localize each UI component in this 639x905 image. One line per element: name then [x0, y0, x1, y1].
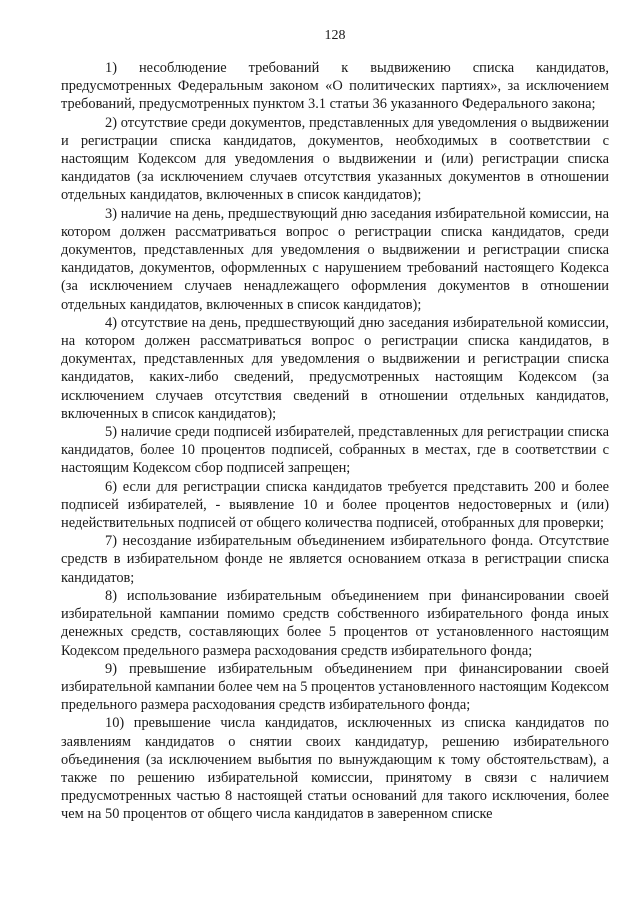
paragraph-item-5: 5) наличие среди подписей избирателей, представленных для регистрации списка кандидатов, более 10 процентов подписей, собранных в местах, где в соответствии с настоящим Кодексом сбор подписей запрещен;: [61, 424, 609, 477]
paragraph-item-6: 6) если для регистрации списка кандидатов требуется представить 200 и более подписей избирателей, - выявление 10 и более процентов недостоверных и (или) недействительных подписей от общего количества подписей, отобранных для проверки;: [61, 478, 609, 532]
page-number: 128: [324, 28, 346, 43]
paragraph-item-10: 10) превышение числа кандидатов, исключенных из списка кандидатов по заявлениям кандидатов о снятии своих кандидатур, решению избирательного объединения (за исключением выбытия по вынуждающим к тому обстоятельствам), а также по решению избирательной комиссии, принятому в связи с наличием предусмотренных частью 8 настоящей статьи оснований для такого исключения, более чем на 50 процентов от общего числа кандидатов в заверенном списке: [61, 715, 609, 823]
paragraph-item-2: 2) отсутствие среди документов, представленных для уведомления о выдвижении и регистрации списка кандидатов, документов, необходимых в соответствии с настоящим Кодексом для уведомления о выдвижении и (или) регистрации списка кандидатов (за исключением случаев отсутствия указанных документов в отношении отдельных кандидатов, включенных в список кандидатов);: [61, 114, 609, 204]
paragraph-item-9: 9) превышение избирательным объединением при финансировании своей избирательной кампании более чем на 5 процентов установленного настоящим Кодексом предельного размера расходования средств избирательного фонда;: [61, 660, 610, 714]
paragraph-item-4: 4) отсутствие на день, предшествующий дню заседания избирательной комиссии, на котором должен рассматриваться вопрос о регистрации списка кандидатов, в документах, представленных для уведомления о выдвижении и регистрации списка кандидатов, каких-либо сведений, предусмотренных настоящим Кодексом (за исключением случаев отсутствия сведений в отношении отдельных кандидатов, включенных в список кандидатов);: [61, 314, 609, 422]
paragraph-item-1: 1) несоблюдение требований к выдвижению списка кандидатов, предусмотренных Федеральным законом «О политических партиях», за исключением требований, предусмотренных пунктом 3.1 статьи 36 указанного Федерального закона;: [61, 60, 609, 113]
paragraph-item-8: 8) использование избирательным объединением при финансировании своей избирательной кампании помимо средств собственного избирательного фонда иных денежных средств, составляющих более 5 процентов от установленного настоящим Кодексом предельного размера расходования средств избирательного фонда;: [61, 587, 609, 659]
paragraph-item-7: 7) несоздание избирательным объединением избирательного фонда. Отсутствие средств в избирательном фонде не является основанием отказа в регистрации списка кандидатов;: [61, 533, 609, 586]
paragraph-item-3: 3) наличие на день, предшествующий дню заседания избирательной комиссии, на котором должен рассматриваться вопрос о регистрации списка кандидатов, среди документов, представленных для уведомления о выдвижении и регистрации списка кандидатов, документов, оформленных с нарушением требований настоящего Кодекса (за исключением случаев ненадлежащего оформления документов в отношении отдельных кандидатов, включенных в список кандидатов);: [61, 205, 609, 313]
